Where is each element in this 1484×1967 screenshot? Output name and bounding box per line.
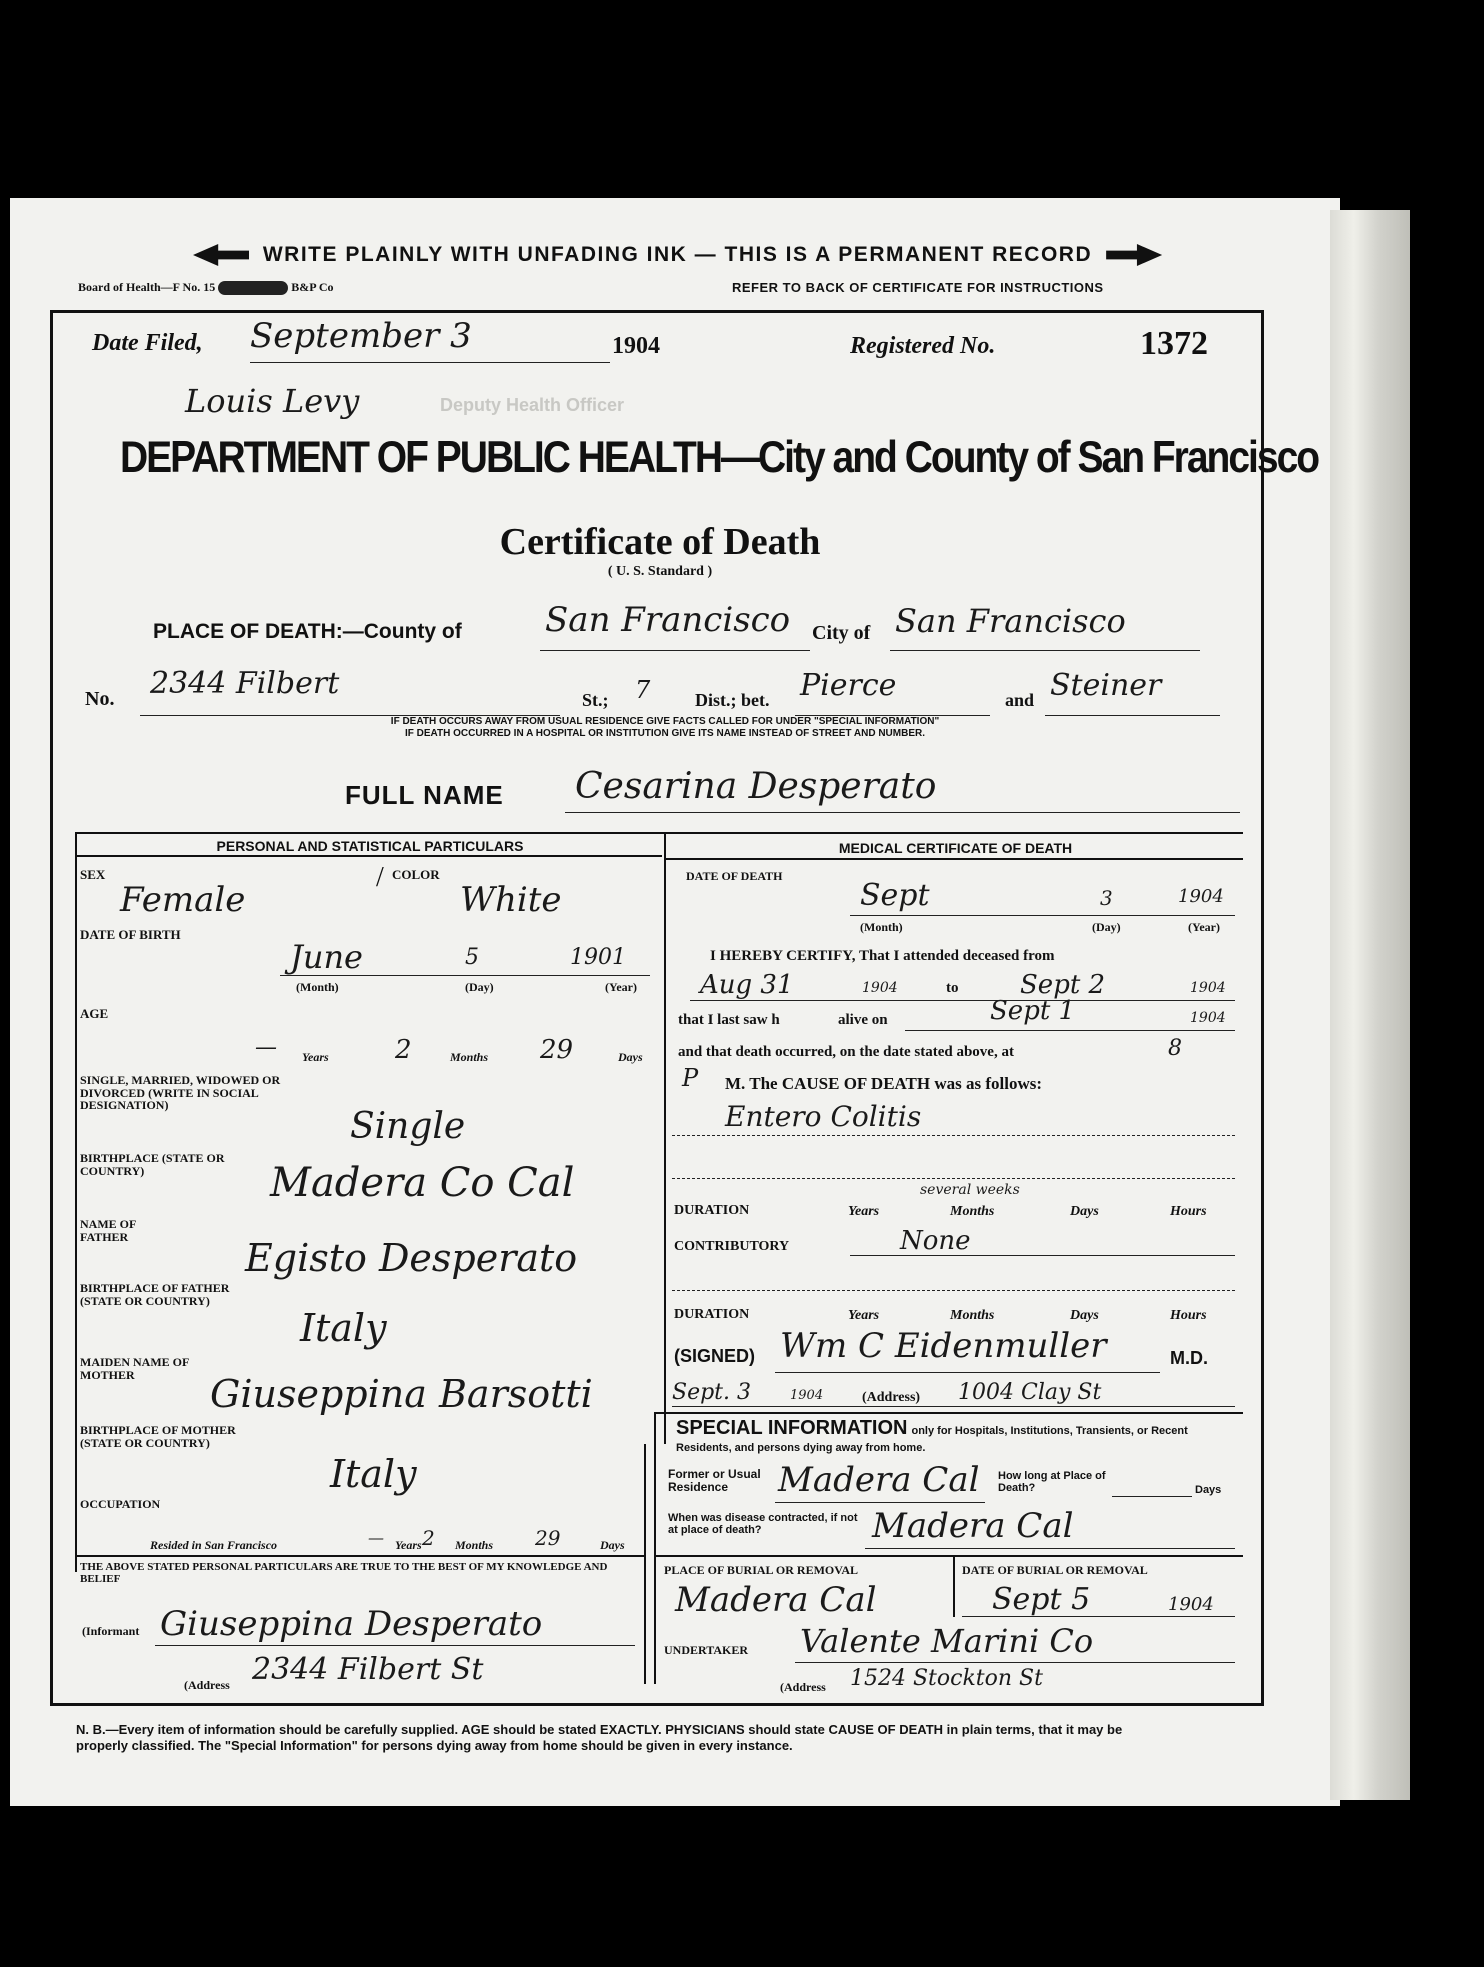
age-years-caption: Years bbox=[302, 1050, 329, 1064]
place-of-death-label: PLACE OF DEATH:—County of bbox=[153, 620, 462, 643]
attended-from: Aug 31 bbox=[700, 970, 794, 1000]
occupation-label: OCCUPATION bbox=[80, 1497, 161, 1511]
how-long-days-label: Days bbox=[1195, 1484, 1222, 1496]
sex-value: Female bbox=[120, 880, 246, 920]
banner-text: WRITE PLAINLY WITH UNFADING INK — THIS IS A PERMANENT RECORD bbox=[262, 243, 1093, 266]
resided-label: Resided in San Francisco bbox=[150, 1538, 278, 1552]
informant-value: Giuseppina Desperato bbox=[160, 1604, 543, 1644]
resided-days: 29 bbox=[535, 1526, 561, 1550]
duration-2-label: DURATION bbox=[674, 1307, 750, 1322]
street-no-label: No. bbox=[85, 688, 115, 710]
duration-2-months-caption: Months bbox=[950, 1308, 995, 1323]
dob-year-caption: (Year) bbox=[605, 980, 637, 994]
signed-year: 1904 bbox=[790, 1388, 824, 1403]
sex-label: SEX bbox=[80, 867, 106, 882]
burial-year-value: 1904 bbox=[1168, 1594, 1214, 1615]
father-value: Egisto Desperato bbox=[245, 1236, 578, 1280]
burial-place-label: PLACE OF BURIAL OR REMOVAL bbox=[664, 1563, 859, 1577]
death-year: 1904 bbox=[1178, 886, 1224, 907]
dob-label: DATE OF BIRTH bbox=[80, 927, 181, 942]
city-label: City of bbox=[812, 622, 871, 644]
banner bbox=[140, 240, 1215, 270]
registered-number: 1372 bbox=[1140, 325, 1208, 362]
residence-instructions: IF DEATH OCCURS AWAY FROM USUAL RESIDENCE GIVE FACTS CALLED FOR UNDER "SPECIAL INFORMATION" IF DEATH OCCURRED IN A HOSPITAL OR INSTITUTION GIVE ITS NAME INSTEAD OF STREET AND NUMBER. bbox=[390, 716, 940, 739]
last-seen-year: 1904 bbox=[1190, 1010, 1226, 1026]
date-of-death-label: DATE OF DEATH bbox=[686, 869, 783, 883]
former-residence-value: Madera Cal bbox=[778, 1460, 980, 1500]
birthplace-label: BIRTHPLACE (STATE OR COUNTRY) bbox=[80, 1151, 225, 1178]
footer-note: N. B.—Every item of information should be carefully supplied. AGE should be stated EXACTLY. PHYSICIANS should state CAUSE OF DEATH in plain terms, that it may be properly classified. The "Special Information" for persons dying away from home should be given in every instance. bbox=[76, 1722, 1123, 1753]
age-days-caption: Days bbox=[618, 1050, 643, 1064]
color-value: White bbox=[460, 880, 562, 920]
signed-date: Sept. 3 bbox=[672, 1380, 751, 1405]
duration-years-caption: Years bbox=[848, 1204, 880, 1219]
father-birthplace-label: BIRTHPLACE OF FATHER (STATE OR COUNTRY) bbox=[80, 1281, 230, 1308]
date-filed-label: Date Filed, bbox=[92, 330, 203, 356]
dob-month-caption: (Month) bbox=[296, 980, 339, 994]
medical-heading: MEDICAL CERTIFICATE OF DEATH bbox=[838, 840, 1073, 856]
and-label: and bbox=[1005, 690, 1035, 710]
physician-signature: Wm C Eidenmuller bbox=[780, 1326, 1107, 1366]
color-label: COLOR bbox=[392, 867, 440, 882]
marital-value: Single bbox=[350, 1106, 466, 1147]
county-value: San Francisco bbox=[545, 600, 791, 640]
full-name-value: Cesarina Desperato bbox=[575, 766, 937, 807]
full-name-label: FULL NAME bbox=[345, 780, 504, 810]
birthplace-value: Madera Co Cal bbox=[270, 1160, 575, 1206]
age-years: — bbox=[255, 1035, 277, 1060]
personal-heading: PERSONAL AND STATISTICAL PARTICULARS bbox=[216, 838, 524, 854]
between-street-2: Steiner bbox=[1050, 668, 1162, 703]
resided-months: 2 bbox=[422, 1526, 435, 1550]
dob-year: 1901 bbox=[570, 945, 626, 970]
informant-address-label: (Address bbox=[184, 1678, 230, 1692]
attended-to-year: 1904 bbox=[1190, 980, 1226, 996]
officer-title: Deputy Health Officer bbox=[440, 395, 625, 415]
certify-text: I HEREBY CERTIFY, That I attended deceased from bbox=[710, 948, 1055, 964]
contributory-label: CONTRIBUTORY bbox=[674, 1239, 790, 1254]
undertaker-address: 1524 Stockton St bbox=[850, 1666, 1043, 1691]
contracted-value: Madera Cal bbox=[872, 1506, 1074, 1546]
informant-label: (Informant bbox=[82, 1624, 140, 1638]
contracted-label: When was disease contracted, if not at place of death? bbox=[668, 1512, 858, 1537]
signed-label: (SIGNED) bbox=[674, 1346, 755, 1366]
pointing-hand-icon bbox=[193, 244, 249, 266]
dob-day: 5 bbox=[465, 945, 479, 970]
age-label: AGE bbox=[80, 1006, 109, 1021]
alive-on-label: alive on bbox=[838, 1012, 888, 1028]
undertaker-label: UNDERTAKER bbox=[664, 1643, 749, 1657]
death-day: 3 bbox=[1100, 886, 1113, 910]
attended-to: Sept 2 bbox=[1020, 970, 1106, 1000]
former-residence-label: Former or Usual Residence bbox=[668, 1467, 761, 1495]
registered-label: Registered No. bbox=[850, 333, 996, 359]
mother-value: Giuseppina Barsotti bbox=[210, 1372, 593, 1416]
date-filed-value: September 3 bbox=[250, 316, 472, 356]
age-months: 2 bbox=[395, 1035, 412, 1065]
marital-label: SINGLE, MARRIED, WIDOWED OR DIVORCED (WRITE IN SOCIAL DESIGNATION) bbox=[80, 1073, 281, 1113]
duration-2-hours-caption: Hours bbox=[1170, 1308, 1207, 1323]
duration-hours-caption: Hours bbox=[1170, 1204, 1207, 1219]
last-seen-date: Sept 1 bbox=[990, 996, 1076, 1026]
duration-2-days-caption: Days bbox=[1070, 1308, 1099, 1323]
meridiem: P bbox=[682, 1064, 699, 1092]
certificate-title: Certificate of Death bbox=[499, 521, 821, 563]
duration-2-years-caption: Years bbox=[848, 1308, 880, 1323]
undertaker-address-label: (Address bbox=[780, 1680, 826, 1694]
dob-month: June bbox=[290, 938, 363, 976]
special-heading: SPECIAL INFORMATION only for Hospitals, Institutions, Transients, or Recent Residents, and persons dying away from home. bbox=[676, 1417, 1188, 1454]
death-hour: 8 bbox=[1168, 1036, 1182, 1061]
resided-years: — bbox=[368, 1528, 384, 1547]
age-months-caption: Months bbox=[450, 1050, 489, 1064]
burial-date-label: DATE OF BURIAL OR REMOVAL bbox=[962, 1563, 1148, 1577]
burial-date-value: Sept 5 bbox=[992, 1582, 1091, 1617]
duration-label: DURATION bbox=[674, 1203, 750, 1218]
physician-address-label: (Address) bbox=[862, 1390, 921, 1405]
attended-from-year: 1904 bbox=[862, 980, 898, 996]
how-long-label: How long at Place of Death? bbox=[998, 1470, 1106, 1495]
mother-birthplace-value: Italy bbox=[330, 1452, 417, 1496]
cause-text: M. The CAUSE OF DEATH was as follows: bbox=[725, 1074, 1043, 1093]
resided-months-caption: Months bbox=[455, 1538, 494, 1552]
resided-years-caption: Years bbox=[395, 1538, 422, 1552]
page-edge bbox=[1330, 210, 1410, 1800]
father-birthplace-value: Italy bbox=[300, 1306, 387, 1350]
contributory-value: None bbox=[900, 1226, 971, 1256]
dob-day-caption: (Day) bbox=[465, 980, 494, 994]
street-address: 2344 Filbert bbox=[150, 666, 340, 701]
duration-note: several weeks bbox=[920, 1182, 1020, 1198]
duration-days-caption: Days bbox=[1070, 1204, 1099, 1219]
father-label: NAME OF FATHER bbox=[80, 1217, 136, 1244]
officer-signature: Louis Levy bbox=[185, 382, 360, 420]
standard-subtitle: ( U. S. Standard ) bbox=[607, 564, 713, 579]
attest-label: THE ABOVE STATED PERSONAL PARTICULARS ARE TRUE TO THE BEST OF MY KNOWLEDGE AND BELIEF bbox=[80, 1561, 608, 1585]
death-day-caption: (Day) bbox=[1092, 920, 1121, 934]
mother-label: MAIDEN NAME OF MOTHER bbox=[80, 1355, 189, 1382]
district-label: Dist.; bet. bbox=[695, 690, 770, 710]
death-month: Sept bbox=[860, 878, 930, 913]
printer-stamp-icon bbox=[218, 281, 288, 295]
refer-instructions: REFER TO BACK OF CERTIFICATE FOR INSTRUCTIONS bbox=[732, 280, 1104, 295]
between-street-1: Pierce bbox=[800, 668, 897, 703]
burial-place-value: Madera Cal bbox=[675, 1580, 877, 1620]
form-code: Board of Health—F No. 15 B&P Co bbox=[78, 280, 334, 294]
street-label: St.; bbox=[582, 690, 609, 710]
md-label: M.D. bbox=[1170, 1348, 1208, 1368]
to-label: to bbox=[946, 980, 959, 996]
mother-birthplace-label: BIRTHPLACE OF MOTHER (STATE OR COUNTRY) bbox=[80, 1423, 236, 1450]
last-saw-text: that I last saw h bbox=[678, 1012, 780, 1028]
department-title: DEPARTMENT OF PUBLIC HEALTH—City and County of San Francisco bbox=[120, 432, 1319, 483]
age-days: 29 bbox=[540, 1035, 574, 1065]
date-filed-year: 1904 bbox=[612, 333, 660, 359]
duration-months-caption: Months bbox=[950, 1204, 995, 1219]
death-month-caption: (Month) bbox=[860, 920, 903, 934]
cause-value: Entero Colitis bbox=[725, 1100, 922, 1133]
death-year-caption: (Year) bbox=[1188, 920, 1220, 934]
pointing-hand-icon bbox=[1106, 244, 1162, 266]
district-value: 7 bbox=[635, 676, 651, 704]
occurred-text: and that death occurred, on the date stated above, at bbox=[678, 1044, 1014, 1060]
physician-address: 1004 Clay St bbox=[958, 1380, 1102, 1405]
resided-days-caption: Days bbox=[600, 1538, 625, 1552]
city-value: San Francisco bbox=[895, 602, 1126, 640]
informant-address: 2344 Filbert St bbox=[252, 1652, 484, 1687]
undertaker-value: Valente Marini Co bbox=[800, 1622, 1094, 1660]
